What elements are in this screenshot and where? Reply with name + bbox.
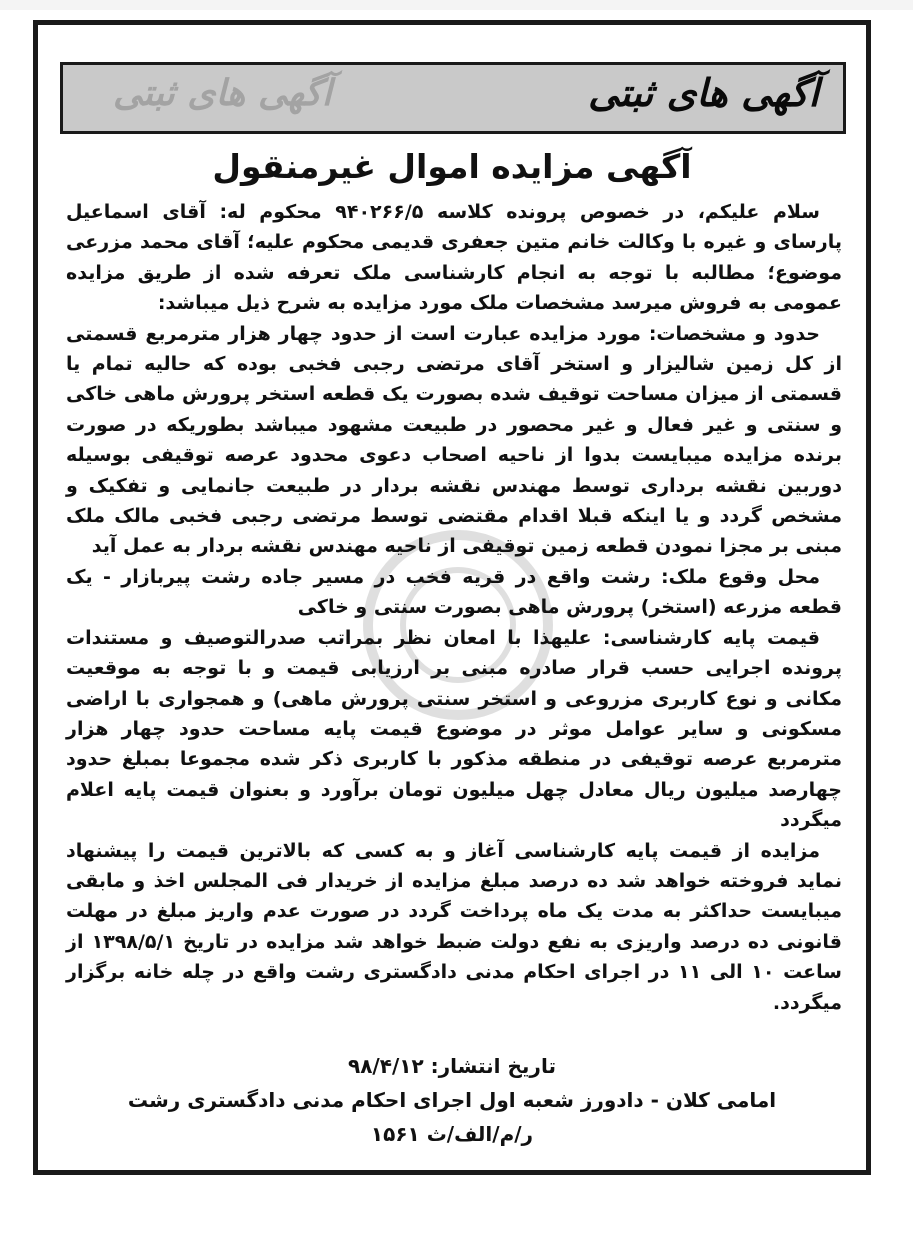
- signature-line: امامی کلان - دادورز شعبه اول اجرای احکام مدنی دادگستری رشت: [127, 1088, 777, 1112]
- paragraph-intro: سلام علیکم، در خصوص پرونده کلاسه ۹۴۰۲۶۶/۵ محکوم له: آقای اسماعیل پارسای و غیره با وکالت خانم متین جعفری قدیمی محکوم علیه؛ آقای محمد مزرعی موضوع؛ مطالبه با توجه به انجام کارشناسی ملک تعرفه شده از طریق مزایده عمومی به فروش میرسد مشخصات ملک مورد مزایده به شرح ذیل میباشد:: [66, 201, 842, 315]
- reference-code: ر/م/الف/ث ۱۵۶۱: [370, 1122, 534, 1146]
- paragraph-boundaries: حدود و مشخصات: مورد مزایده عبارت است از حدود چهار هزار مترمربع قسمتی از کل زمین شالیزار و استخر آقای مرتضی رجبی فخبی بوده که حالیه تمام یا قسمتی از میزان مساحت توقیف شده بصورت یک قطعه استخر پرورش ماهی خاکی و سنتی و غیر فعال و غیر محصور در طبیعت مشهود میباشد بطوریکه در صورت برنده مزایده میبایست بدوا از ناحیه اصحاب دعوی محدود عرصه توقیفی بوسیله دوربین نقشه برداری توسط مهندس نقشه بردار در طبیعت جانمایی و تفکیک و مشخص گردد و یا اینکه قبلا اقدام مقتضی توسط مرتضی رجبی فخبی مالک ملک مبنی بر مجزا نمودن قطعه زمین توقیفی از ناحیه مهندس نقشه بردار به عمل آید: [66, 322, 842, 558]
- paragraph-location: محل وقوع ملک: رشت واقع در قریه فخب در مسیر جاده رشت پیربازار - یک قطعه مزرعه (استخر) پرورش ماهی بصورت سنتی و خاکی: [66, 565, 842, 619]
- paragraph-base-price: قیمت پایه کارشناسی: علیهذا با امعان نظر بمراتب صدرالتوصیف و مستندات پرونده اجرایی حسب قرار صادره مبنی بر ارزیابی قیمت و با توجه به موقعیت مکانی و نوع کاربری مزروعی و استخر سنتی پرورش ماهی) و همجواری با اراضی مسکونی و سایر عوامل موثر در موضوع قیمت پایه مساحت حدود چهار هزار مترمربع عرصه توقیفی در منطقه مذکور با کاربری ذکر شده مجموعا بمبلغ حدود چهارصد میلیون ریال معادل چهل میلیون تومان برآورد و بعنوان قیمت پایه اعلام میگردد: [66, 626, 842, 832]
- banner-ghost-title: آگهی های ثبتی: [113, 73, 332, 114]
- notice-body: [66, 197, 842, 1018]
- notice-frame: [33, 20, 871, 1175]
- notice-title: آگهی مزایده اموال غیرمنقول: [212, 147, 692, 186]
- banner-title: آگهی های ثبتی: [588, 71, 819, 115]
- section-banner: [60, 62, 846, 134]
- top-cropped-strip: [0, 0, 913, 10]
- notice-footer: [38, 1049, 866, 1151]
- publish-date: تاریخ انتشار: ۹۸/۴/۱۲: [348, 1054, 556, 1078]
- paragraph-auction-terms: مزایده از قیمت پایه کارشناسی آغاز و به کسی که بالاترین قیمت را پیشنهاد نماید فروخته خواهد شد ده درصد مبلغ مزایده از خریدار فی المجلس اخذ و مابقی میبایست حداکثر به مدت یک ماه پرداخت گردد در صورت عدم واریز مبلغ در مهلت قانونی ده درصد واریزی به نفع دولت ضبط خواهد شد مزایده در تاریخ ۱۳۹۸/۵/۱ از ساعت ۱۰ الی ۱۱ در اجرای احکام مدنی دادگستری رشت واقع در چله خانه برگزار میگردد.: [66, 839, 842, 1014]
